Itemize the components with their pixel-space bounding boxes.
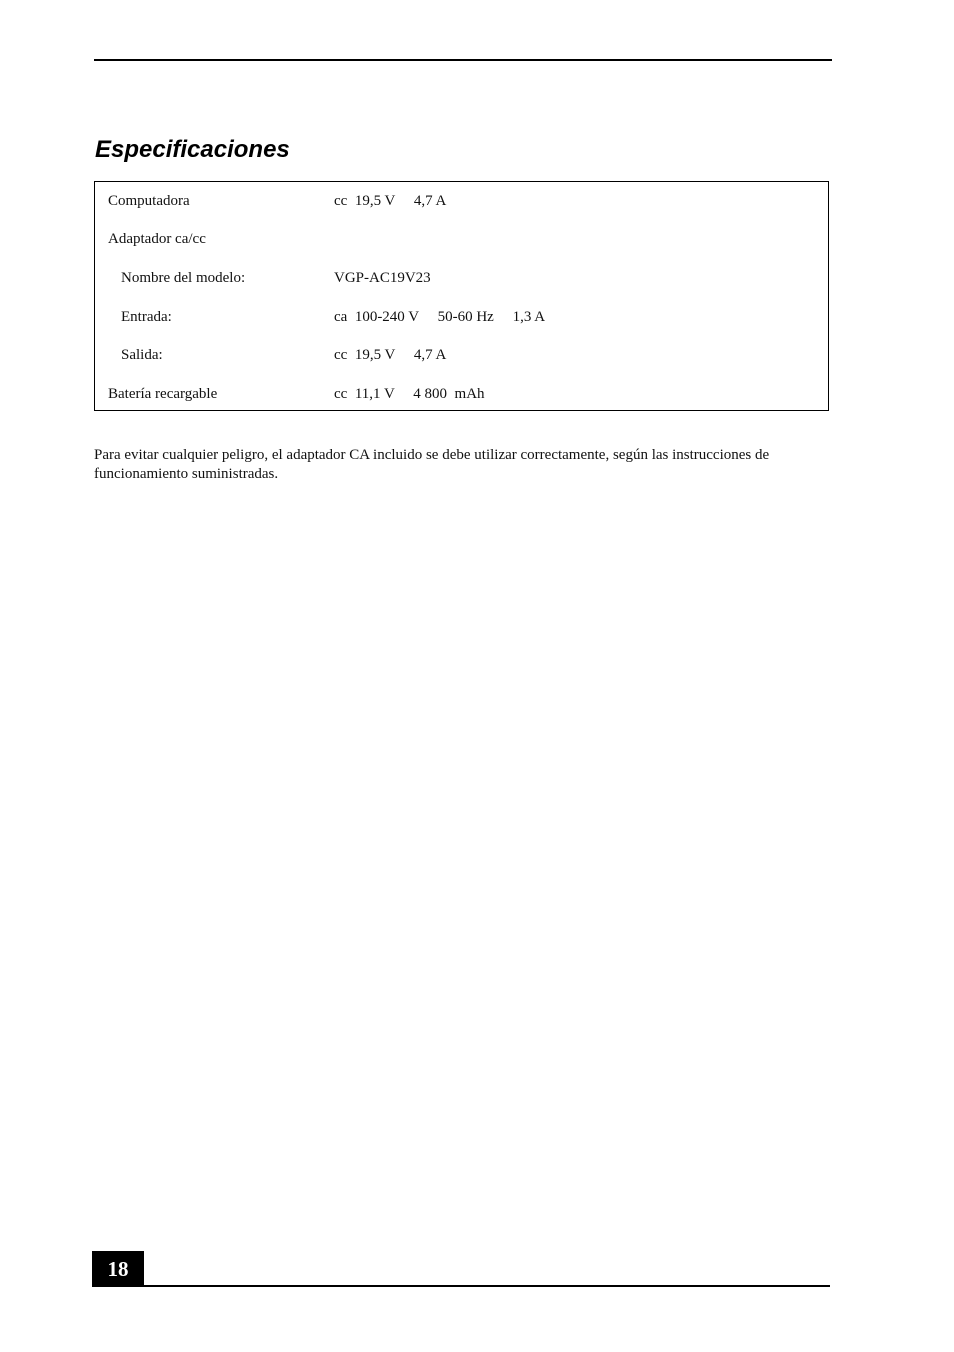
- spec-value: cc 19,5 V 4,7 A: [334, 347, 447, 363]
- spec-label: Adaptador ca/cc: [108, 231, 206, 247]
- header-rule: [94, 59, 832, 61]
- spec-label: Salida:: [121, 347, 163, 363]
- spec-row-output: [95, 345, 828, 365]
- footer-rule: [92, 1285, 830, 1287]
- spec-row-model-name: [95, 268, 828, 288]
- specifications-table: [94, 181, 829, 411]
- spec-label: Computadora: [108, 193, 190, 209]
- safety-note: Para evitar cualquier peligro, el adaptador CA incluido se debe utilizar correctamente, según las instrucciones de funcionamiento suministradas.: [94, 447, 770, 482]
- spec-label: Batería recargable: [108, 386, 218, 402]
- spec-value: cc 11,1 V 4 800 mAh: [334, 386, 485, 402]
- spec-row-adapter: [95, 229, 828, 249]
- page-number: 18: [92, 1251, 144, 1287]
- spec-row-computer: [95, 191, 828, 211]
- section-title: Especificaciones: [95, 136, 290, 163]
- spec-value: ca 100-240 V 50-60 Hz 1,3 A: [334, 309, 546, 325]
- spec-value: cc 19,5 V 4,7 A: [334, 193, 447, 209]
- spec-label: Entrada:: [121, 309, 172, 325]
- spec-label: Nombre del modelo:: [121, 270, 246, 286]
- spec-value: VGP-AC19V23: [334, 270, 431, 286]
- spec-row-battery: [95, 384, 828, 404]
- spec-row-input: [95, 307, 828, 327]
